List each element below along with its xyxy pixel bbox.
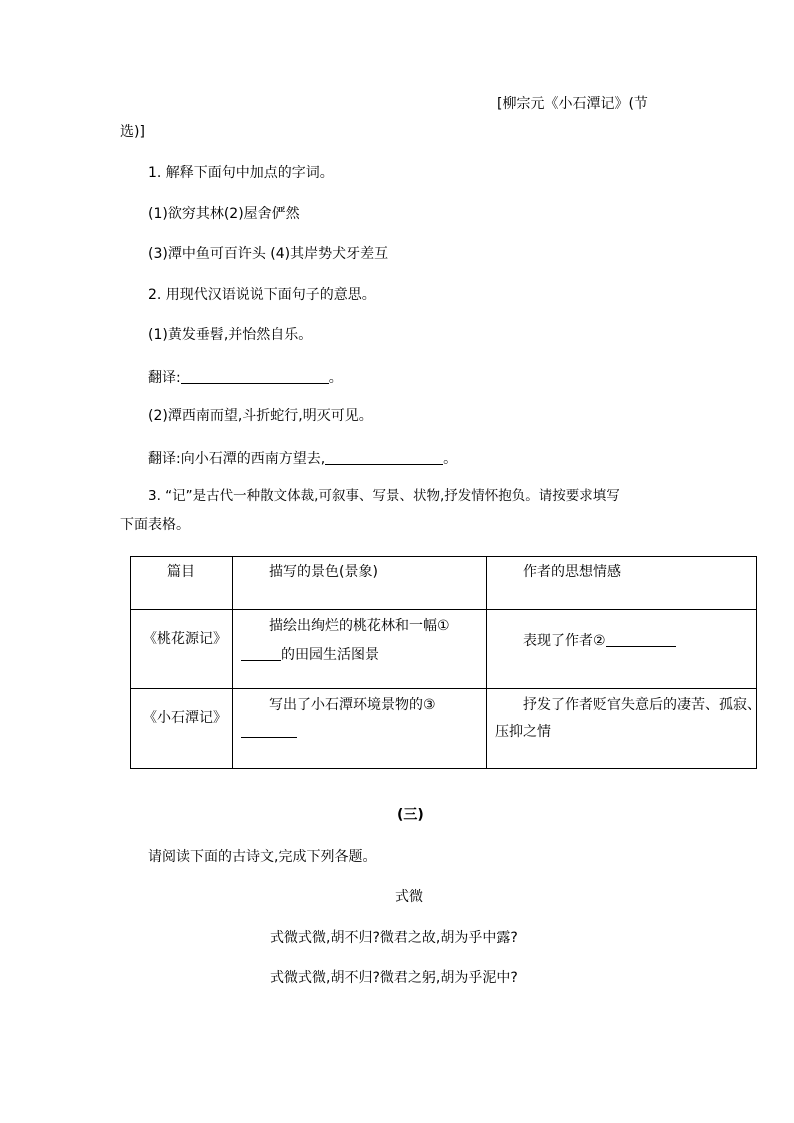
- translation-1-line: [148, 369, 343, 385]
- row1-emotion-cell: 表现了作者②: [487, 610, 757, 689]
- source-citation-line2: 选)]: [120, 124, 145, 140]
- question-1-items-line1: (1)欲穷其林(2)屋舍俨然: [148, 206, 300, 222]
- answer-blank-table-3[interactable]: [241, 723, 297, 738]
- question-1-prompt: 1. 解释下面句中加点的字词。: [148, 165, 334, 181]
- question-2-prompt: 2. 用现代汉语说说下面句子的意思。: [148, 287, 376, 303]
- table-row: [131, 689, 757, 769]
- question-3-prompt-line1: 3. “记”是古代一种散文体裁,可叙事、写景、状物,抒发情怀抱负。请按要求填写: [148, 488, 620, 504]
- row2-title-cell: 《小石潭记》: [131, 689, 233, 769]
- header-cell-title: 篇目: [131, 557, 233, 610]
- answer-blank-1[interactable]: [181, 369, 329, 384]
- header-cell-emotion: 作者的思想情感: [487, 557, 757, 610]
- poem-title: 式微: [395, 889, 423, 905]
- row1-scene-cell: 描绘出绚烂的桃花林和一幅① 的田园生活图景: [233, 610, 487, 689]
- row1-title-cell: 《桃花源记》: [131, 610, 233, 689]
- table-header-row: [131, 557, 757, 610]
- translation-2-line: [148, 450, 457, 466]
- fill-in-table: [130, 556, 761, 769]
- section-instruction: 请阅读下面的古诗文,完成下列各题。: [148, 849, 377, 865]
- translation-label: 翻译:: [148, 370, 181, 386]
- translation-prefix-2: 翻译:向小石潭的西南方望去,: [148, 451, 326, 467]
- question-1-items-line2: (3)潭中鱼可百许头 (4)其岸势犬牙差互: [148, 246, 389, 262]
- question-2-sentence-1: (1)黄发垂髫,并怡然自乐。: [148, 327, 313, 343]
- answer-blank-table-1[interactable]: [241, 646, 281, 661]
- question-3-prompt-line2: 下面表格。: [120, 517, 190, 533]
- header-cell-scene: 描写的景色(景象): [233, 557, 487, 610]
- row2-scene-cell: 写出了小石潭环境景物的③: [233, 689, 487, 769]
- period: 。: [328, 370, 343, 386]
- answer-blank-2[interactable]: [325, 450, 443, 465]
- section-heading: (三): [397, 807, 424, 823]
- poem-line-2: 式微式微,胡不归?微君之躬,胡为乎泥中?: [270, 970, 518, 986]
- question-2-sentence-2: (2)潭西南而望,斗折蛇行,明灭可见。: [148, 408, 373, 424]
- period: 。: [443, 451, 458, 467]
- table-row: [131, 610, 757, 689]
- poem-line-1: 式微式微,胡不归?微君之故,胡为乎中露?: [270, 930, 518, 946]
- row2-emotion-cell: 抒发了作者贬官失意后的凄苦、孤寂、 压抑之情: [487, 689, 757, 769]
- source-citation-line1: [柳宗元《小石潭记》(节: [497, 96, 648, 112]
- answer-blank-table-2[interactable]: [606, 632, 676, 647]
